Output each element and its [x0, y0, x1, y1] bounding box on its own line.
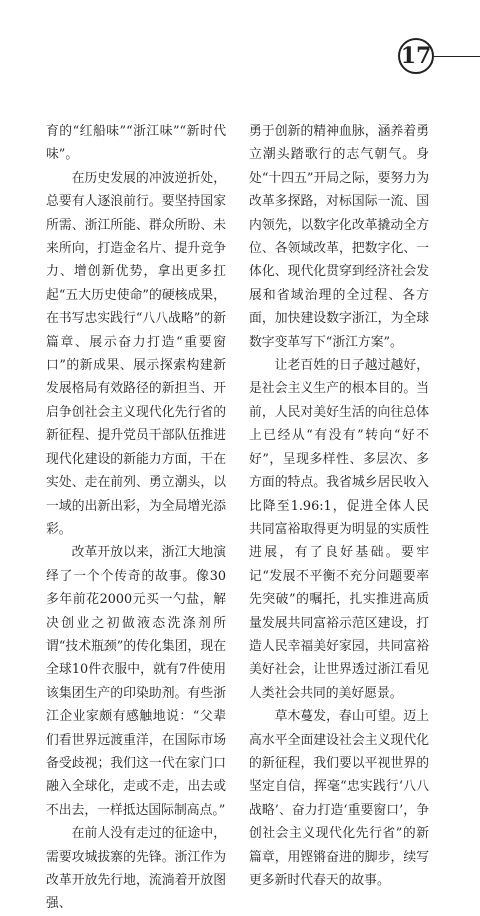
header-rule [434, 56, 480, 57]
paragraph: 在前人没有走过的征途中，需要攻城拔寨的先锋。浙江作为改革开放先行地，流淌着开放图强、 [46, 826, 226, 912]
paragraph: 勇于创新的精神血脉，涵养着勇立潮头踏歌行的志气朝气。身处“十四五”开局之际，要努力为改革多探路，对标国际一流、国内领先，以数字化改革撬动全方位、各领域改革，把数字化、一体化、现代化贯穿到经济社会发展和省域治理的全过程、各方面，加快建设数字浙江，为全球数字变革写下“浙江方案”。 [249, 124, 429, 350]
right-column [249, 120, 429, 892]
paragraph: 让老百姓的日子越过越好，是社会主义生产的根本目的。当前，人民对美好生活的向往总体上已经从“有没有”转向“好不好”，呈现多样性、多层次、多方面的特点。我省城乡居民收入比降至1.96:1，促进全体人民共同富裕取得更为明显的实质性进展，有了良好基础。要牢记“发展不平衡不充分问题要率先突破”的嘱托，扎实推进高质量发展共同富裕示范区建设，打造人民幸福美好家园，共同富裕美好社会，让世界透过浙江看见人类社会共同的美好愿景。 [249, 358, 429, 701]
page-number: 17 [398, 38, 434, 74]
paragraph: 在历史发展的冲波逆折处，总要有人逐浪前行。要坚持国家所需、浙江所能、群众所盼、未来所向，打造金名片、提升竞争力、增创新优势，拿出更多扛起“五大历史使命”的硬核成果，在书写忠实践行“八八战略”的新篇章、展示奋力打造“重要窗口”的新成果、展示探索构建新发展格局有效路径的新担当、开启争创社会主义现代化先行省的新征程、提升党员干部队伍推进现代化建设的新能力方面，干在实处、走在前列、勇立潮头，以一域的出新出彩，为全局增光添彩。 [46, 170, 226, 537]
paragraph: 育的“红船味”“浙江味”“新时代味”。 [46, 124, 226, 163]
left-column [46, 120, 226, 916]
paragraph: 草木蔓发，春山可望。迈上高水平全面建设社会主义现代化的新征程，我们要以平视世界的坚定自信，挥毫“忠实践行‘八八战略’、奋力打造‘重要窗口’，争创社会主义现代化先行省”的新篇章，用铿锵奋进的脚步，续写更多新时代春天的故事。 [249, 709, 429, 888]
paragraph: 改革开放以来，浙江大地演绎了一个个传奇的故事。像30多年前花2000元买一勺盐，解决创业之初做液态洗涤剂所谓“技术瓶颈”的传化集团，现在全球10件衣服中，就有7件使用该集团生产的印染助剂。有些浙江企业家颇有感触地说：“父辈们看世界远渡重洋，在国际市场备受歧视；我们这一代在家门口融入全球化，走或不走，出去或不出去，一样抵达国际制高点。” [46, 545, 226, 818]
